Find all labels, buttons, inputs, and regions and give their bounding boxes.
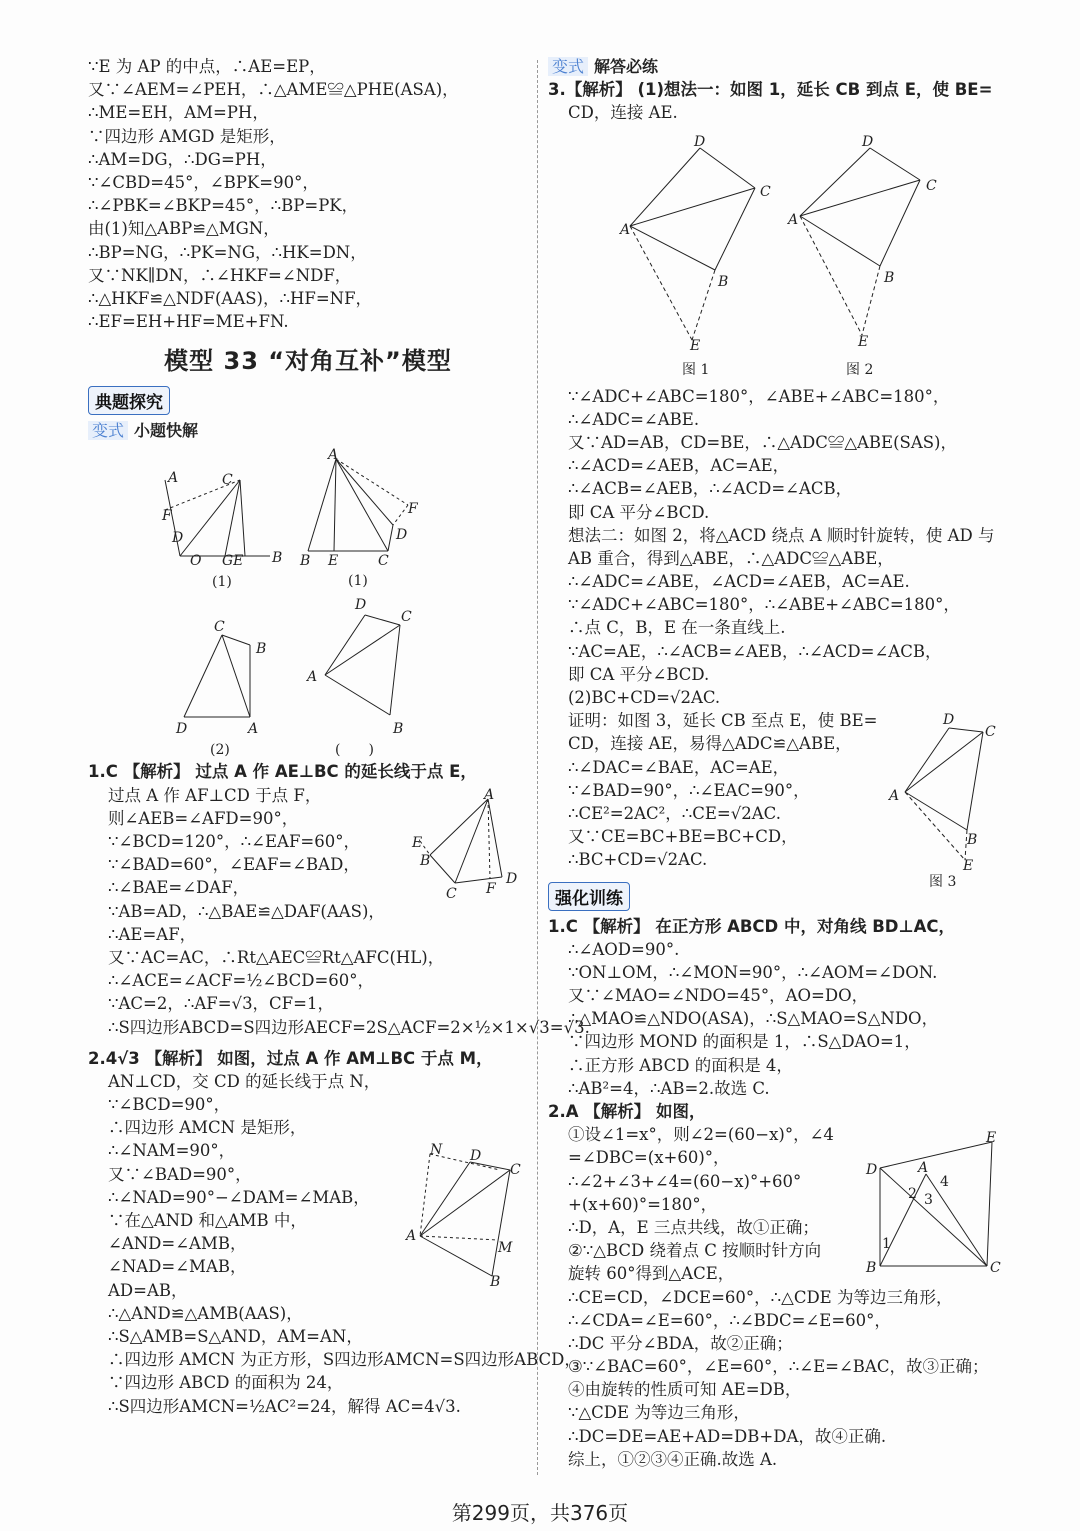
left-top-line: 又∵∠AEM=∠PEH，∴△AME≌△PHE(ASA)， [88,80,459,100]
right-s1-line: 又∵∠MAO=∠NDO=45°，AO=DO， [568,986,869,1006]
svg-text:A: A [406,1228,417,1244]
left-q1-line: 则∠AEB=∠AFD=90°， [108,808,299,828]
svg-text:C: C [510,1162,521,1178]
variant-subtitle-right: 解答必练 [594,57,659,76]
right-s2-line: ∴∠CDA=∠E=60°，∴∠BDC=∠E=60°， [568,1310,891,1330]
svg-text:D: D [355,597,367,613]
right-q3b-line: ∵∠BAD=90°，∴∠EAC=90°， [568,780,810,800]
svg-text:2: 2 [908,1186,917,1202]
left-q2-line: ∴四边形 AMCN 是矩形， [108,1118,307,1138]
left-q2-line: ∴∠NAD=90°−∠DAM=∠MAB， [108,1187,370,1207]
svg-text:B: B [866,1260,877,1276]
right-s2-line: ∴∠2+∠3+∠4=(60−x)°+60° [568,1171,802,1191]
svg-text:D: D [862,134,874,150]
left-q1-line: ∵AC=2，∴AF=√3，CF=1， [108,994,334,1014]
svg-text:B: B [393,721,404,737]
left-top-line: ∴ME=EH，AM=PH， [88,103,269,123]
model-title: 模型 33 “对角互补”模型 [164,347,452,376]
svg-text:N: N [430,1142,443,1158]
left-q2-line: ∵四边形 ABCD 的面积为 24， [108,1373,344,1393]
svg-text:D: D [470,1148,482,1164]
svg-text:C: C [446,886,457,902]
right-s2-line: ∴CE=CD，∠DCE=60°，∴△CDE 为等边三角形， [568,1287,953,1307]
svg-text:A: A [620,222,631,238]
figure-left-1 [150,460,290,600]
svg-text:E: E [986,1130,997,1146]
q1-head: 1.C 【解析】 过点 A 作 AE⊥BC 的延长线于点 E， [88,762,477,782]
figure-q2 [400,1140,530,1290]
svg-text:A: A [788,212,799,228]
left-q1-line: 又∵AC=AC，∴Rt△AEC≌Rt△AFC(HL)， [108,947,445,967]
q3-part2 [548,686,928,872]
left-q2-line: ∠AND=∠AMB， [108,1234,247,1254]
figure-right-3 [885,710,1005,890]
fig-caption-r1: 图 1 [682,362,710,378]
left-q2-line: AN⊥CD，交 CD 的延长线于点 N， [108,1071,381,1091]
fig-caption-3: (2) [210,742,230,758]
right-q3-line: ∴∠ACB=∠AEB，∴∠ACD=∠ACB， [568,479,853,499]
q2-head: 2.4√3 【解析】 如图，过点 A 作 AM⊥BC 于点 M， [88,1048,493,1068]
svg-text:D: D [694,134,706,150]
figure-left-2 [298,445,428,605]
left-q2-line: ∴∠NAM=90°， [108,1141,236,1161]
right-s2-line: ∴DC=DE=AE+AD=DB+DA，故④正确. [568,1426,887,1446]
column-divider [537,60,538,1475]
svg-text:C: C [214,619,225,635]
svg-text:A: A [484,787,495,803]
left-q1-line: ∴∠ACE=∠ACF=½∠BCD=60°， [108,971,375,991]
q3-solution [548,385,998,686]
fig-caption-r3: 图 3 [929,874,957,890]
variant-tag: 变式 [88,421,128,440]
svg-text:A: A [248,721,259,737]
right-s2-line: ③∵∠BAC=60°，∠E=60°，∴∠E=∠BAC，故③正确； [568,1357,989,1377]
figure-left-3 [170,615,280,760]
svg-text:A: A [918,1160,929,1176]
left-q1-line: ∵AB=AD，∴△BAE≌△DAF(AAS)， [108,901,385,921]
svg-text:D: D [943,712,955,728]
left-q1-line: ∵∠BAD=60°，∠EAF=∠BAD， [108,855,360,875]
proof-continuation [88,55,528,333]
svg-text:D: D [866,1162,878,1178]
left-q2-line: AD=AB， [108,1280,188,1300]
left-q1-line: ∴S四边形ABCD=S四边形AECF=2S△ACF=2×½×1×√3=√3. [108,1017,590,1037]
right-s1-line: ∴△MAO≌△NDO(ASA)，∴S△MAO=S△NDO， [568,1009,939,1029]
svg-text:C: C [401,609,412,625]
right-s2-line: 综上，①②③④正确.故选 A. [568,1449,778,1469]
right-q3-line: ∵∠ADC+∠ABC=180°，∴∠ABE+∠ABC=180°， [568,595,960,615]
svg-text:1: 1 [882,1236,891,1252]
left-top-line: ∵四边形 AMGD 是矩形， [88,126,286,146]
svg-text:D: D [506,871,518,887]
svg-text:B: B [490,1274,501,1290]
fig-caption-2: (1) [348,573,368,589]
right-q3b-line: 又∵CE=BC+BE=BC+CD， [568,827,798,847]
left-q2-line: ∵在△AND 和△AMB 中， [108,1211,307,1230]
figure-s2 [862,1128,1007,1278]
right-q3-line: 即 CA 平分∠BCD. [568,502,710,522]
svg-text:B: B [967,832,978,848]
right-s1-line: ∵ON⊥OM，∴∠MON=90°，∴∠AOM=∠DON. [568,962,938,982]
svg-text:C: C [926,178,937,194]
svg-text:D: D [176,721,188,737]
q3-head-2: CD，连接 AE. [568,103,678,123]
left-q2-line: ∠NAD=∠MAB， [108,1257,247,1277]
left-q2-line: ∴S四边形AMCN=½AC²=24，解得 AC=4√3. [108,1396,461,1416]
right-q3b-line: 证明：如图 3，延长 CB 至点 E，使 BE= [568,711,878,731]
right-q3b-line: ∴BC+CD=√2AC. [568,850,708,870]
left-q1-line: ∴AE=AF， [108,924,197,944]
right-q3-line: ∵AC=AE，∴∠ACB=∠AEB，∴∠ACD=∠ACB， [568,641,942,661]
right-s2-line: ∴D，A，E 三点共线，故①正确； [568,1217,819,1237]
svg-text:B: B [420,853,431,869]
right-q3-line: AB 重合，得到△ABE，∴△ADC≌△ABE， [568,548,894,568]
right-q3b-line: ∴∠DAC=∠BAE，AC=AE， [568,757,790,777]
q3-head: 3.【解析】 (1)想法一：如图 1，延长 CB 到点 E，使 BE= [548,80,993,100]
right-s1-line: ∴∠AOD=90°. [568,939,680,959]
svg-text:C: C [985,724,996,740]
right-q3-line: 想法二：如图 2，将△ACD 绕点 A 顺时针旋转，使 AD 与 [568,525,995,545]
section-tag-training: 强化训练 [548,882,630,911]
svg-text:3: 3 [924,1192,933,1208]
right-s2-line: 旋转 60°得到△ACE， [568,1264,735,1284]
svg-text:GE: GE [222,553,244,569]
svg-text:B: B [718,274,729,290]
svg-text:E: E [690,338,701,354]
left-q1-line: ∴∠BAE=∠DAF， [108,878,250,898]
right-s2-line: ①设∠1=x°，则∠2=(60−x)°，∠4 [568,1125,834,1145]
svg-text:C: C [222,472,233,488]
svg-text:B: B [300,553,311,569]
svg-text:A: A [889,788,900,804]
svg-text:C: C [990,1260,1001,1276]
right-q3b-line: ∴CE²=2AC²，∴CE=√2AC. [568,803,781,823]
left-q2-line: ∴△AND≌△AMB(AAS)， [108,1303,303,1323]
right-q3-line: ∵∠ADC+∠ABC=180°，∠ABE+∠ABC=180°， [568,386,950,406]
right-q3-line: ∴∠ADC=∠ABE. [568,409,700,429]
left-top-line: ∴△HKF≌△NDF(AAS)，∴HF=NF， [88,288,373,308]
left-top-line: ∵∠CBD=45°，∠BPK=90°， [88,172,319,192]
left-q2-line: ∴S△AMB=S△AND，AM=AN， [108,1326,363,1346]
figure-left-4 [305,595,425,760]
s2-head: 2.A 【解析】 如图， [548,1102,706,1121]
left-top-line: ∴AM=DG，∴DG=PH， [88,149,277,169]
svg-text:F: F [408,501,418,517]
left-top-line: ∵E 为 AP 的中点，∴AE=EP， [88,57,326,76]
right-q3-line: 即 CA 平分∠BCD. [568,664,710,684]
svg-text:C: C [760,184,771,200]
variant-tag-right: 变式 [548,57,588,76]
page-footer: 第299页，共376页 [451,1501,629,1525]
svg-text:A: A [307,669,318,685]
figure-q1 [410,785,525,905]
svg-text:E: E [412,835,423,851]
right-s1-line: ∴AB²=4，∴AB=2.故选 C. [568,1078,770,1098]
right-s2-line: =∠DBC=(x+60)°， [568,1148,730,1168]
left-q2-line: ∵∠BCD=90°， [108,1095,231,1115]
fig-caption-r2: 图 2 [846,362,874,378]
svg-text:E: E [328,553,339,569]
left-top-line: 又∵NK∥DN，∴∠HKF=∠NDF， [88,265,352,285]
right-q3b-line: CD，连接 AE，易得△ADC≌△ABE， [568,734,852,754]
svg-text:F: F [162,508,172,524]
figure-right-1 [610,130,780,380]
left-top-line: ∴∠PBK=∠BKP=45°，∴BP=PK， [88,196,359,216]
svg-text:B: B [884,270,895,286]
right-s2-line: ∵△CDE 为等边三角形， [568,1403,750,1423]
svg-text:M: M [498,1240,513,1256]
svg-text:B: B [272,550,283,566]
left-q1-line: 过点 A 作 AF⊥CD 于点 F， [108,785,322,805]
fig-caption-4: ( ) [335,742,374,758]
svg-text:E: E [963,858,974,874]
right-q3-line: ∴∠ACD=∠AEB，AC=AE， [568,456,790,476]
left-top-line: ∴EF=EH+HF=ME+FN. [88,312,289,332]
right-q3-line: ∴点 C，B，E 在一条直线上. [568,618,786,638]
svg-text:D: D [396,527,408,543]
svg-text:E: E [858,334,869,350]
right-s2-line: ②∵△BCD 绕着点 C 按顺时针方向 [568,1241,822,1261]
right-s2-line: +(x+60)°=180°， [568,1194,718,1214]
fig-caption-1: (1) [212,574,232,590]
svg-text:F: F [486,881,496,897]
right-s1-line: ∵四边形 MOND 的面积是 1，∴S△DAO=1， [568,1032,921,1052]
svg-text:B: B [256,641,267,657]
right-s1-line: ∴正方形 ABCD 的面积是 4， [568,1055,793,1075]
variant-subtitle: 小题快解 [134,421,199,441]
svg-text:D: D [172,530,184,546]
s1-head: 1.C 【解析】 在正方形 ABCD 中，对角线 BD⊥AC， [548,916,955,936]
left-top-line: 由(1)知△ABP≌△MGN， [88,219,280,239]
right-s2-line: ④由旋转的性质可知 AE=DB， [568,1380,802,1400]
left-q2-line: ∴四边形 AMCN 为正方形，S四边形AMCN=S四边形ABCD， [108,1350,581,1370]
svg-text:A: A [168,470,179,486]
s1-solution [548,938,998,1100]
figure-right-2 [780,130,940,380]
section-tag-examples: 典题探究 [88,386,170,415]
svg-text:O: O [190,553,202,569]
left-q1-line: ∵∠BCD=120°，∴∠EAF=60°， [108,832,360,851]
right-q3-line: ∴∠ADC=∠ABE，∠ACD=∠AEB，AC=AE. [568,572,910,592]
right-q3b-line: (2)BC+CD=√2AC. [568,688,721,707]
svg-text:A: A [328,447,339,463]
svg-text:4: 4 [940,1174,949,1190]
left-top-line: ∴BP=NG，∴PK=NG，∴HK=DN， [88,242,367,262]
right-q3-line: 又∵AD=AB，CD=BE，∴△ADC≌△ABE(SAS)， [568,432,957,452]
left-q2-line: 又∵∠BAD=90°， [108,1164,252,1184]
svg-text:C: C [378,553,389,569]
right-s2-line: ∴DC 平分∠BDA，故②正确； [568,1333,793,1353]
